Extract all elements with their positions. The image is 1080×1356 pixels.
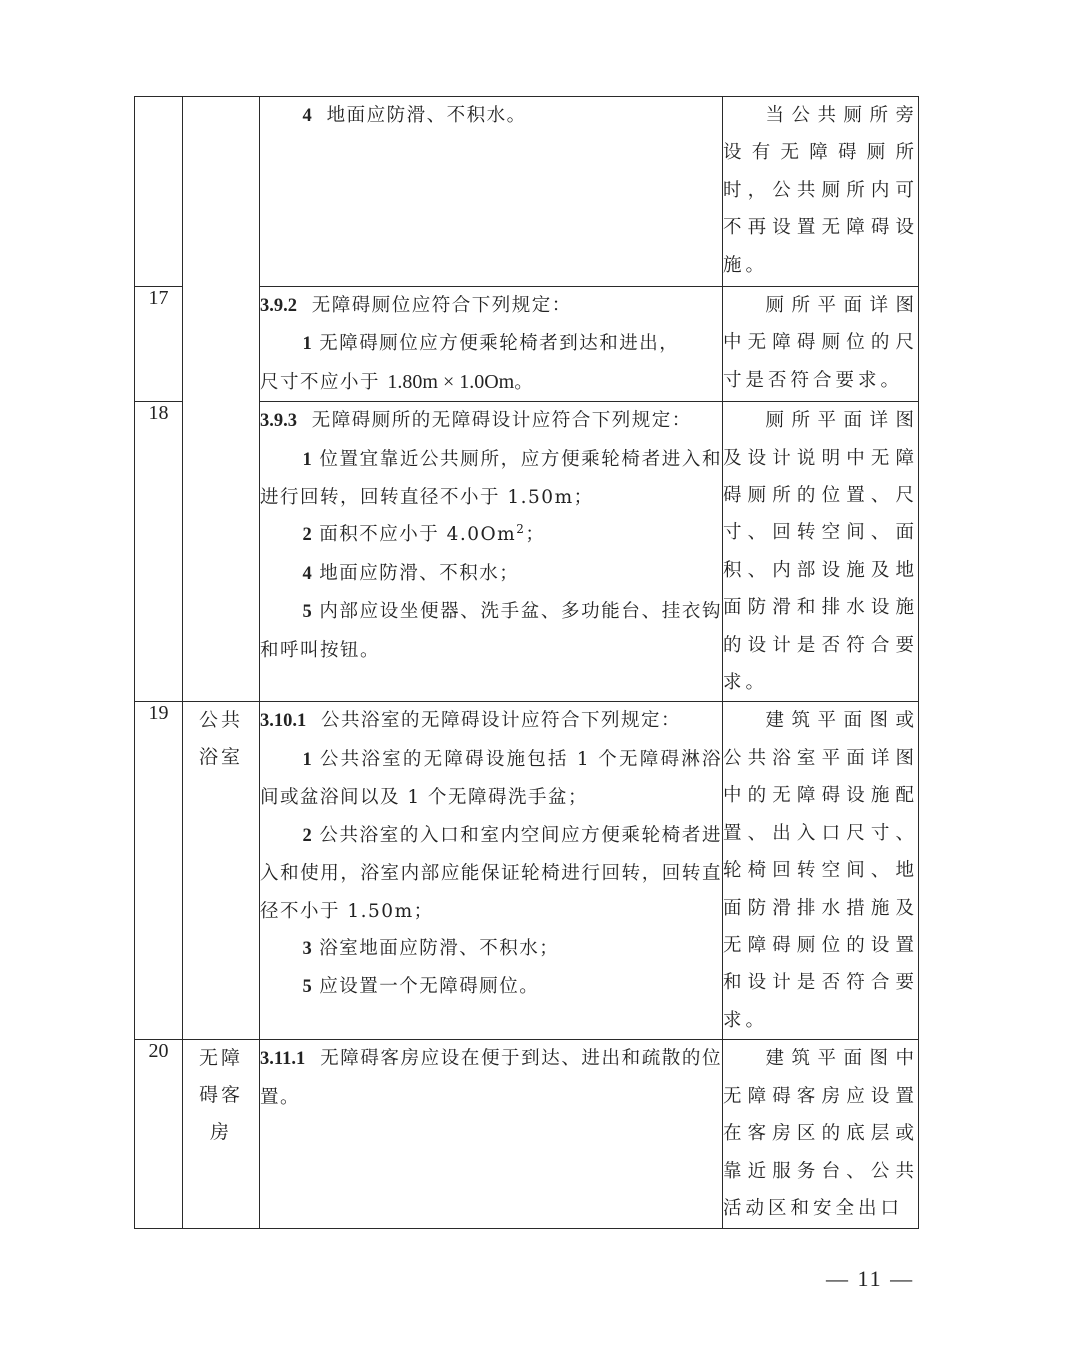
row-number-cell: 18 [135, 402, 183, 702]
clause-heading: 3.11.1 无障碍客房应设在便于到达、进出和疏散的位置。 [260, 1048, 722, 1108]
check-cell [723, 702, 919, 1040]
review-table [134, 96, 919, 1229]
check-cell [723, 1040, 919, 1228]
clause-item: 1 位置宜靠近公共厕所，应方便乘轮椅者进入和进行回转，回转直径不小于 1.50m； [260, 448, 722, 509]
requirement-cell [260, 97, 723, 287]
page-number: — 11 — [826, 1266, 915, 1291]
clause-item: 5 内部应设坐便器、洗手盆、多功能台、挂衣钩和呼叫按钮。 [260, 601, 722, 661]
clause-item: 2 公共浴室的入口和室内空间应方便乘轮椅者进入和使用，浴室内部应能保证轮椅进行回转，回转直径不小于 1.50m； [260, 824, 722, 922]
clause-heading: 3.10.1 公共浴室的无障碍设计应符合下列规定： [260, 710, 682, 732]
row-number-cell: 17 [135, 287, 183, 402]
clause-item: 4 地面应防滑、不积水。 [302, 105, 527, 126]
clause-item: 4 地面应防滑、不积水； [302, 562, 520, 584]
clause-item: 3 浴室地面应防滑、不积水； [302, 937, 560, 959]
category-cell [183, 1040, 260, 1228]
requirement-cell [260, 1040, 723, 1228]
category-line: 房 [209, 1121, 232, 1144]
category-cell [183, 702, 260, 1040]
clause-item: 2 面积不应小于 4.0Om$^2$； [302, 522, 546, 546]
table-row [135, 1040, 919, 1228]
check-cell [723, 402, 919, 702]
check-text: 厕所平面详图及设计说明中无障碍厕所的位置、尺寸、回转空间、面积、内部设施及地面防滑和排水设施的设计是否符合要求。 [723, 410, 918, 694]
clause-heading: 3.9.2 无障碍厕位应符合下列规定： [260, 295, 572, 316]
row-number-cell: 20 [135, 1040, 183, 1228]
clause-item: 1 公共浴室的无障碍设施包括 1 个无障碍淋浴间或盆浴间以及 1 个无障碍洗手盆； [260, 748, 722, 809]
check-text: 当公共厕所旁设有无障碍厕所时，公共厕所内可不再设置无障碍设施。 [723, 105, 918, 276]
check-text: 建筑平面图中无障碍客房应设置在客房区的底层或靠近服务台、公共活动区和安全出口 [723, 1048, 918, 1220]
category-line: 公共 [198, 709, 243, 732]
clause-heading: 3.9.3 无障碍厕所的无障碍设计应符合下列规定： [260, 410, 692, 432]
requirement-cell [260, 287, 723, 402]
row-number-cell: 19 [135, 702, 183, 1040]
row-number-cell [135, 97, 183, 287]
clause-item: 1 无障碍厕位应方便乘轮椅者到达和进出， [302, 333, 680, 355]
check-text: 建筑平面图或公共浴室平面详图中的无障碍设施配置、出入口尺寸、轮椅回转空间、地面防滑排水措施及无障碍厕位的设置和设计是否符合要求。 [723, 710, 918, 1031]
requirement-cell [260, 702, 723, 1040]
category-line: 浴室 [198, 746, 243, 769]
table-row [135, 702, 919, 1040]
clause-item: 5 应设置一个无障碍厕位。 [302, 976, 540, 998]
check-cell [723, 287, 919, 402]
clause-item: 尺寸不应小于 1.80m × 1.0Om。 [260, 370, 535, 393]
category-line: 无障 [198, 1047, 243, 1070]
table-row [135, 97, 919, 287]
category-line: 碍客 [198, 1084, 243, 1107]
check-cell [723, 97, 919, 287]
check-text: 厕所平面详图中无障碍厕位的尺寸是否符合要求。 [723, 295, 918, 391]
category-cell [183, 97, 260, 702]
requirement-cell [260, 402, 723, 702]
